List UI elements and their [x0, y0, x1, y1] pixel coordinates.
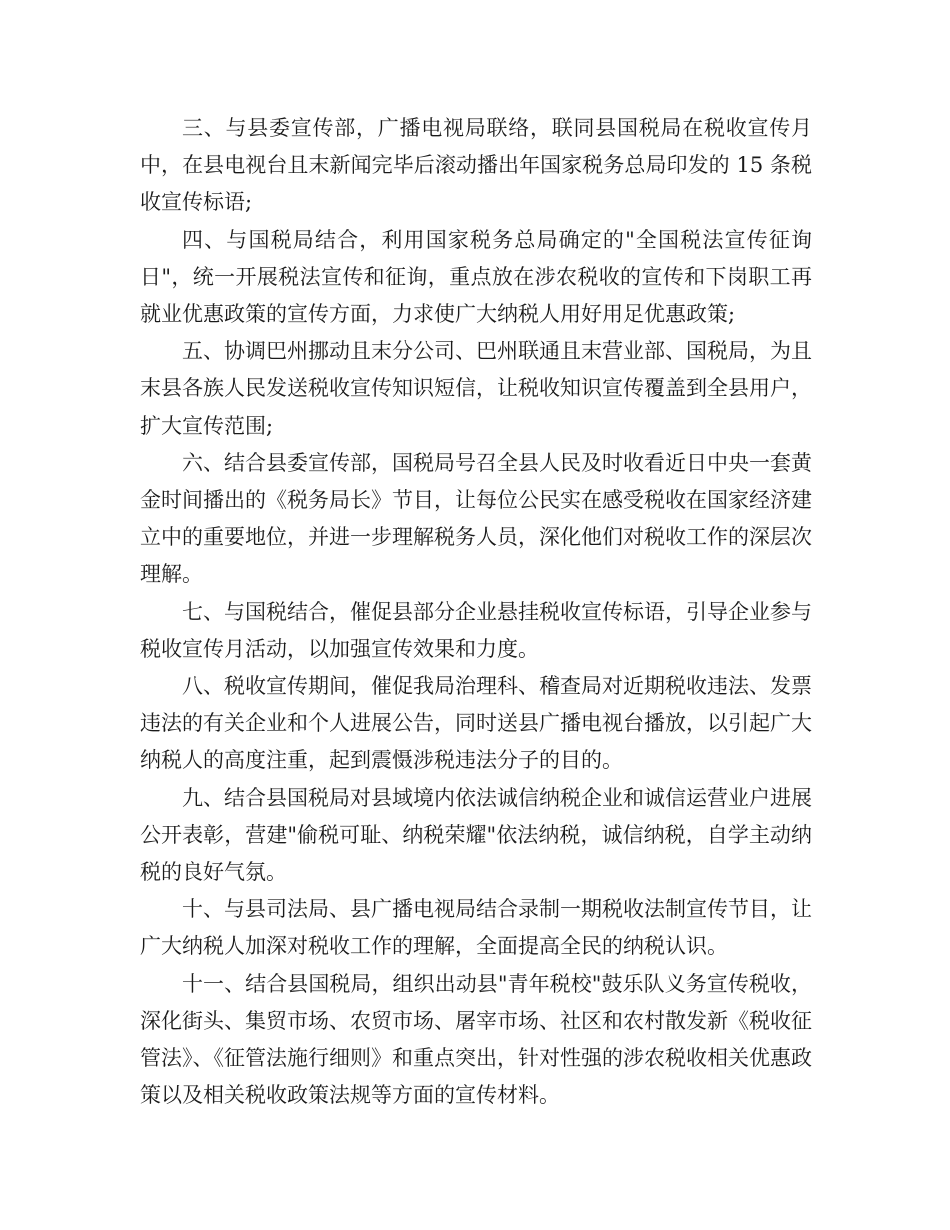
paragraph-item-6: 六、结合县委宣传部，国税局号召全县人民及时收看近日中央一套黄金时间播出的《税务局长》节目，让每位公民实在感受税收在国家经济建立中的重要地位，并进一步理解税务人员，深化他们对税收工作的深层次理解。: [140, 450, 812, 587]
paragraph-item-3: 三、与县委宣传部，广播电视局联络，联同县国税局在税收宣传月中，在县电视台且末新闻完毕后滚动播出年国家税务总局印发的 15 条税收宣传标语;: [140, 116, 812, 215]
document-page: [140, 110, 812, 1114]
paragraph-item-5: 五、协调巴州挪动且末分公司、巴州联通且末营业部、国税局，为且末县各族人民发送税收宣传知识短信，让税收知识宣传覆盖到全县用户，扩大宣传范围;: [140, 339, 812, 438]
paragraph-item-9: 九、结合县国税局对县域境内依法诚信纳税企业和诚信运营业户进展公开表彰，营建"偷税可耻、纳税荣耀"依法纳税，诚信纳税，自学主动纳税的良好气氛。: [140, 785, 812, 885]
paragraph-item-4: 四、与国税局结合，利用国家税务总局确定的"全国税法宣传征询日"，统一开展税法宣传和征询，重点放在涉农税收的宣传和下岗职工再就业优惠政策的宣传方面，力求使广大纳税人用好用足优惠政策;: [140, 227, 812, 327]
paragraph-item-7: 七、与国税结合，催促县部分企业悬挂税收宣传标语，引导企业参与税收宣传月活动，以加强宣传效果和力度。: [140, 599, 812, 661]
paragraph-item-11: 十一、结合县国税局，组织出动县"青年税校"鼓乐队义务宣传税收，深化街头、集贸市场、农贸市场、屠宰市场、社区和农村散发新《税收征管法》、《征管法施行细则》和重点突出，针对性强的涉农税收相关优惠政策以及相关税收政策法规等方面的宣传材料。: [140, 971, 812, 1108]
paragraph-item-8: 八、税收宣传期间，催促我局治理科、稽查局对近期税收违法、发票违法的有关企业和个人进展公告，同时送县广播电视台播放，以引起广大纳税人的高度注重，起到震慑涉税违法分子的目的。: [140, 674, 812, 773]
paragraph-item-10: 十、与县司法局、县广播电视局结合录制一期税收法制宣传节目，让广大纳税人加深对税收工作的理解，全面提高全民的纳税认识。: [140, 897, 812, 959]
